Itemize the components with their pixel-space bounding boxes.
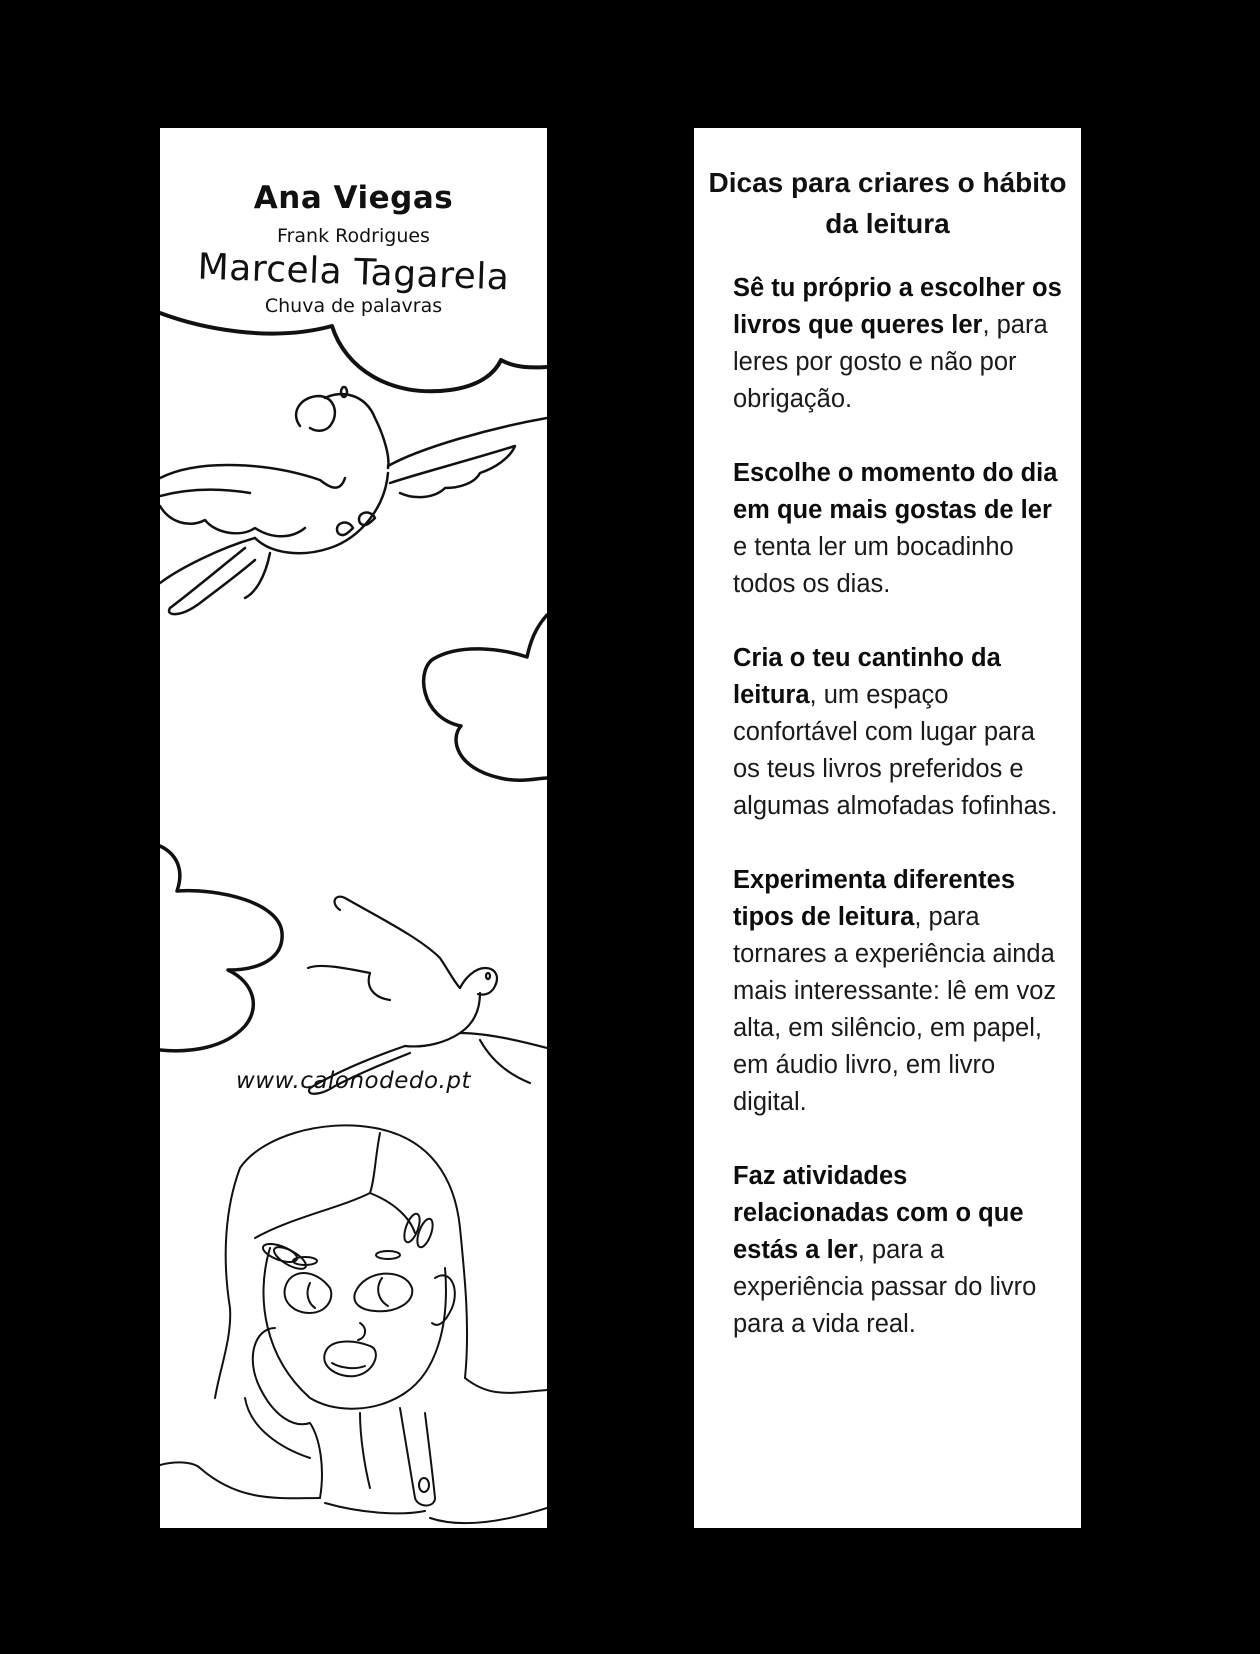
tip-bold: Experimenta diferentes tipos de leitura	[733, 866, 1016, 931]
author-name: Ana Viegas	[253, 180, 454, 216]
tip-item	[733, 862, 1063, 1121]
book-subtitle: Chuva de palavras	[264, 295, 443, 317]
tip-bold: Cria o teu cantinho da leitura	[733, 644, 1001, 709]
tip-item	[733, 455, 1063, 603]
tip-item	[733, 270, 1063, 418]
tip-text: e tenta ler um bocadinho todos os dias.	[733, 533, 1014, 598]
bookmark-front	[160, 128, 547, 1528]
tip-bold: Sê tu próprio a escolher os livros que queres ler	[733, 274, 1062, 339]
cloud-top-illustration	[160, 313, 547, 391]
book-title: Marcela Tagarela	[196, 246, 511, 299]
tip-bold: Escolhe o momento do dia em que mais gostas de ler	[733, 459, 1058, 524]
tip-bold: Faz atividades relacionadas com o que estás a ler	[733, 1162, 1024, 1264]
tip-item	[733, 1158, 1063, 1343]
website-link[interactable]: www.calonodedo.pt	[236, 1068, 471, 1094]
cloud-left-illustration	[160, 846, 282, 1051]
parrot-large-illustration	[160, 387, 547, 614]
tip-text: , para tornares a experiência ainda mais interessante: lê em voz alta, em silêncio, em papel, em áudio livro, em livro digital.	[733, 903, 1057, 1116]
bookmark-back	[694, 128, 1081, 1528]
cloud-right-illustration	[424, 615, 547, 780]
tips-list	[733, 270, 1063, 1380]
parrot-small-illustration	[308, 897, 547, 1094]
tips-title: Dicas para criares o hábito da leitura	[708, 167, 1067, 239]
tip-item	[733, 640, 1063, 825]
girl-illustration	[160, 1125, 547, 1523]
illustrator-name: Frank Rodrigues	[277, 225, 430, 247]
tip-text: , um espaço confortável com lugar para os teus livros preferidos e algumas almofadas fofinhas.	[733, 681, 1058, 820]
tip-text: , para leres por gosto e não por obrigação.	[733, 311, 1048, 413]
tip-text: , para a experiência passar do livro para a vida real.	[733, 1236, 1037, 1338]
illustration-layer	[160, 128, 547, 1528]
